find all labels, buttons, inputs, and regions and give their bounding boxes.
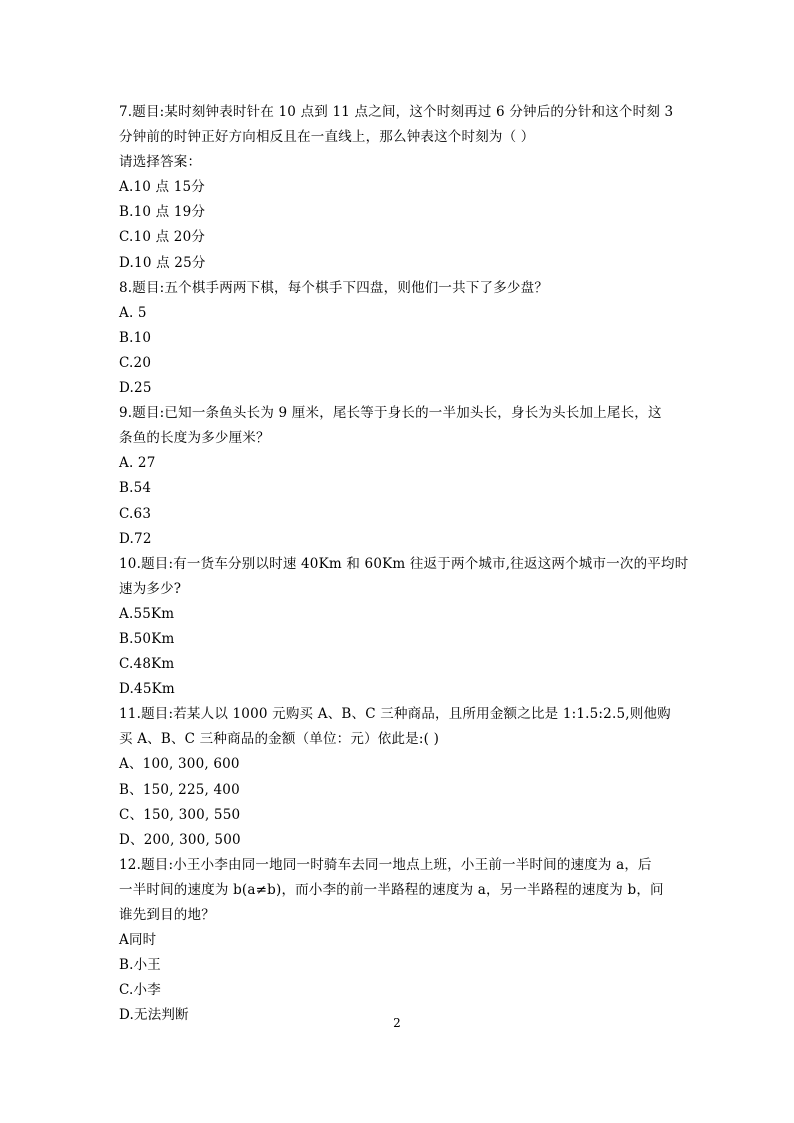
question-7-prompt: 请选择答案： bbox=[119, 154, 202, 171]
question-8-option-c: C.20 bbox=[119, 354, 152, 371]
question-7-option-c: C.10 点 20分 bbox=[119, 229, 206, 246]
question-7-option-d: D.10 点 25分 bbox=[119, 254, 206, 271]
question-7-option-b: B.10 点 19分 bbox=[119, 204, 206, 221]
question-7-stem-line-2: 分钟前的时钟正好方向相反且在一直线上，那么钟表这个时刻为（ ） bbox=[119, 129, 535, 146]
question-9-option-a: A. 27 bbox=[119, 455, 156, 472]
question-12-stem-line-3: 谁先到目的地？ bbox=[119, 907, 215, 923]
page-number: 2 bbox=[393, 1016, 401, 1030]
question-10-option-d: D.45Km bbox=[119, 681, 175, 698]
question-11-option-a: A、100, 300, 600 bbox=[119, 756, 240, 773]
question-12-stem-line-2: 一半时间的速度为 b(a≠b)，而小李的前一半路程的速度为 a，另一半路程的速度为 b，问 bbox=[119, 881, 664, 898]
question-12-option-d: D.无法判断 bbox=[119, 1007, 189, 1024]
question-12-option-b: B.小王 bbox=[119, 957, 162, 974]
question-8-option-a: A. 5 bbox=[119, 304, 147, 321]
question-11-stem-line-1: 11.题目:若某人以 1000 元购买 A、B、C 三种商品，且所用金额之比是 1:1.5:2.5,则他购 bbox=[119, 706, 671, 723]
question-9 bbox=[119, 401, 679, 552]
question-7-stem-line-1: 7.题目:某时刻钟表时针在 10 点到 11 点之间，这个时刻再过 6 分钟后的分针和这个时刻 3 bbox=[119, 104, 674, 120]
question-8-option-d: D.25 bbox=[119, 380, 152, 397]
question-12-option-a: A同时 bbox=[119, 932, 157, 949]
question-9-stem-line-1: 9.题目:已知一条鱼头长为 9 厘米，尾长等于身长的一半加头长，身长为头长加上尾长，这 bbox=[119, 405, 662, 422]
question-10-stem-line-1: 10.题目:有一货车分别以时速 40Km 和 60Km 往返于两个城市,往返这两个城市一次的平均时 bbox=[119, 555, 689, 572]
question-8 bbox=[119, 276, 679, 401]
question-9-option-b: B.54 bbox=[119, 480, 152, 497]
question-list bbox=[119, 100, 689, 1028]
question-12 bbox=[119, 853, 679, 1029]
question-7 bbox=[119, 100, 679, 276]
question-11 bbox=[119, 702, 679, 853]
question-12-stem-line-1: 12.题目:小王小李由同一地同一时骑车去同一地点上班，小王前一半时间的速度为 a，后 bbox=[119, 856, 652, 873]
question-10-option-b: B.50Km bbox=[119, 630, 175, 647]
question-7-option-a: A.10 点 15分 bbox=[119, 179, 205, 196]
question-10-stem-line-2: 速为多少? bbox=[119, 580, 182, 597]
question-9-option-d: D.72 bbox=[119, 530, 152, 547]
question-12-option-c: C.小李 bbox=[119, 982, 161, 999]
question-8-option-b: B.10 bbox=[119, 329, 152, 346]
question-11-option-b: B、150, 225, 400 bbox=[119, 781, 240, 798]
question-8-stem-line-1: 8.题目:五个棋手两两下棋，每个棋手下四盘，则他们一共下了多少盘？ bbox=[119, 279, 549, 296]
question-11-option-d: D、200, 300, 500 bbox=[119, 831, 241, 848]
question-9-stem-line-2: 条鱼的长度为多少厘米？ bbox=[119, 430, 270, 447]
question-11-option-c: C、150, 300, 550 bbox=[119, 806, 241, 823]
question-9-option-c: C.63 bbox=[119, 505, 152, 522]
question-10-option-a: A.55Km bbox=[119, 605, 175, 622]
question-10 bbox=[119, 552, 689, 703]
question-10-option-c: C.48Km bbox=[119, 656, 175, 673]
question-11-stem-line-2: 买 A、B、C 三种商品的金额（单位：元）依此是:( ) bbox=[119, 731, 440, 748]
